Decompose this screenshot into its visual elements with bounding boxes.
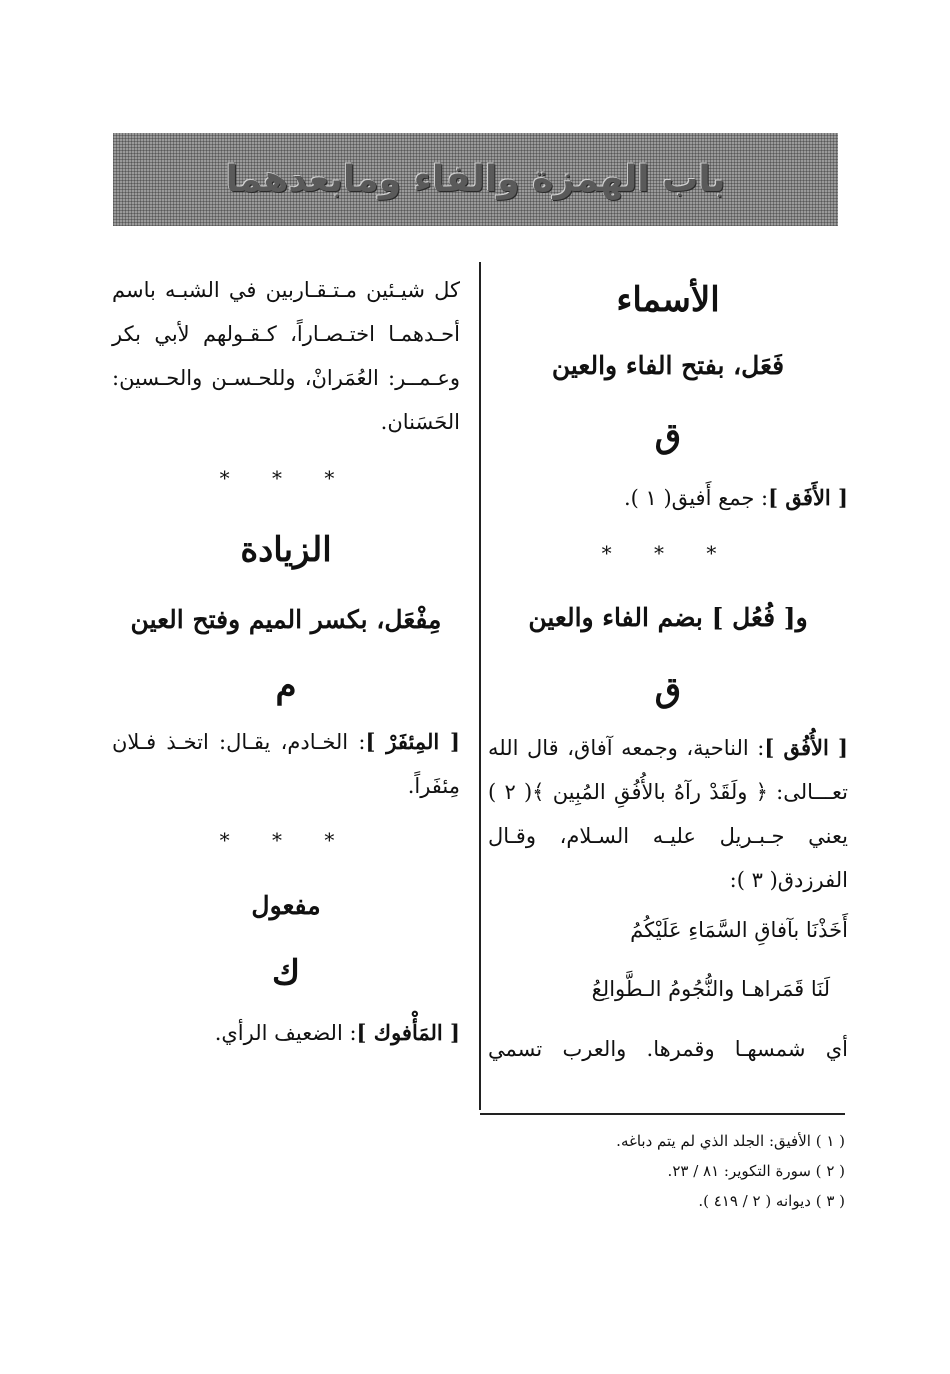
continuation-line: كل شيـئين مـتـقـاربين في الشبـه باسم	[112, 278, 460, 302]
entry-term: [ الأُفُق ]	[764, 735, 848, 760]
entry-term: [ المِئفَرْ ]	[365, 729, 460, 754]
footnote: ( ٣ ) ديوانه ( ٢ / ٤١٩ ).	[698, 1192, 845, 1210]
letter-heading-m: م	[275, 666, 297, 706]
verse-line: أَخَذْنَا بآفاقِ السَّمَاءِ عَلَيْكُمُ	[630, 918, 848, 942]
chapter-header-band	[113, 133, 838, 226]
chapter-title: باب الهمزة والفاء ومابعدهما	[225, 159, 726, 200]
entry-ufuq	[488, 472, 848, 524]
entry-text: : الضعيف الرأي.	[214, 1021, 357, 1045]
entry-ufuq2-line: أي شمسهـا وقمرها. والعرب تسمي	[488, 1037, 848, 1061]
entry-term: [ الأَفَق ]	[768, 485, 848, 510]
separator-stars: * * *	[219, 466, 353, 490]
entry-text: : الخـادم، يقـال: اتخـذ فـلان	[112, 730, 366, 754]
entry-mifkar	[112, 720, 460, 764]
footnote: ( ١ ) الأفيق: الجلد الذي لم يتم دباغه.	[616, 1132, 845, 1150]
entry-mifkar-line: مِئفَراً.	[407, 774, 460, 798]
column-divider	[479, 262, 481, 1110]
entry-maafuk	[112, 1006, 460, 1060]
heading-ziyada: الزيادة	[240, 530, 332, 570]
footnote: ( ٢ ) سورة التكوير: ٨١ / ٢٣.	[667, 1162, 845, 1180]
separator-stars: * * *	[601, 541, 735, 565]
subheading-mif3al: مِفْعَل، بكسر الميم وفتح العين	[130, 605, 442, 634]
entry-ufuq2-line: تعـــالى: ﴿ ولَقَدْ رآهُ بالأُفُقِ المُبِين ﴾( ٢ )	[488, 780, 848, 804]
right-column	[488, 268, 848, 1078]
verse-line: لَنَا قَمَراهـا والنُّجُومُ الـطَّوالِعُ	[591, 977, 830, 1001]
entry-ufuq2-line: الفرزدق( ٣ ):	[729, 868, 848, 892]
letter-heading-q: ق	[654, 416, 682, 456]
letter-heading-q: ق	[654, 670, 682, 710]
subheading-fa3al: فَعَل، بفتح الفاء والعين	[551, 351, 785, 380]
footnotes	[460, 1126, 845, 1216]
left-column	[112, 268, 460, 1060]
entry-ufuq2-line: يعني جـبـريل عليـه السـلام، وقـال	[488, 824, 848, 848]
letter-heading-k: ك	[271, 953, 301, 993]
entry-text: : الناحية، وجمعه آفاق، قال الله	[488, 736, 765, 760]
separator-stars: * * *	[219, 828, 353, 852]
entry-term: [ المَأْفوك ]	[356, 1020, 460, 1045]
footnote-rule	[480, 1113, 845, 1115]
subheading-fu3ul: و[ فُعُل ] بضم الفاء والعين	[528, 603, 808, 632]
heading-names: الأسماء	[616, 280, 720, 320]
entry-definition: : جمع أَفيق( ١ ).	[623, 486, 769, 510]
continuation-line: الحَسَنان.	[380, 410, 460, 434]
entry-ufuq2-line	[488, 726, 848, 770]
continuation-line: أحـدهمـا اختـصـاراً، كـقـولهم لأبي بكر	[112, 322, 460, 346]
continuation-line: وعـمــر: العُمَرانْ، وللحـسـن والحـسين:	[112, 366, 460, 390]
subheading-maf3ul: مفعول	[251, 891, 321, 920]
